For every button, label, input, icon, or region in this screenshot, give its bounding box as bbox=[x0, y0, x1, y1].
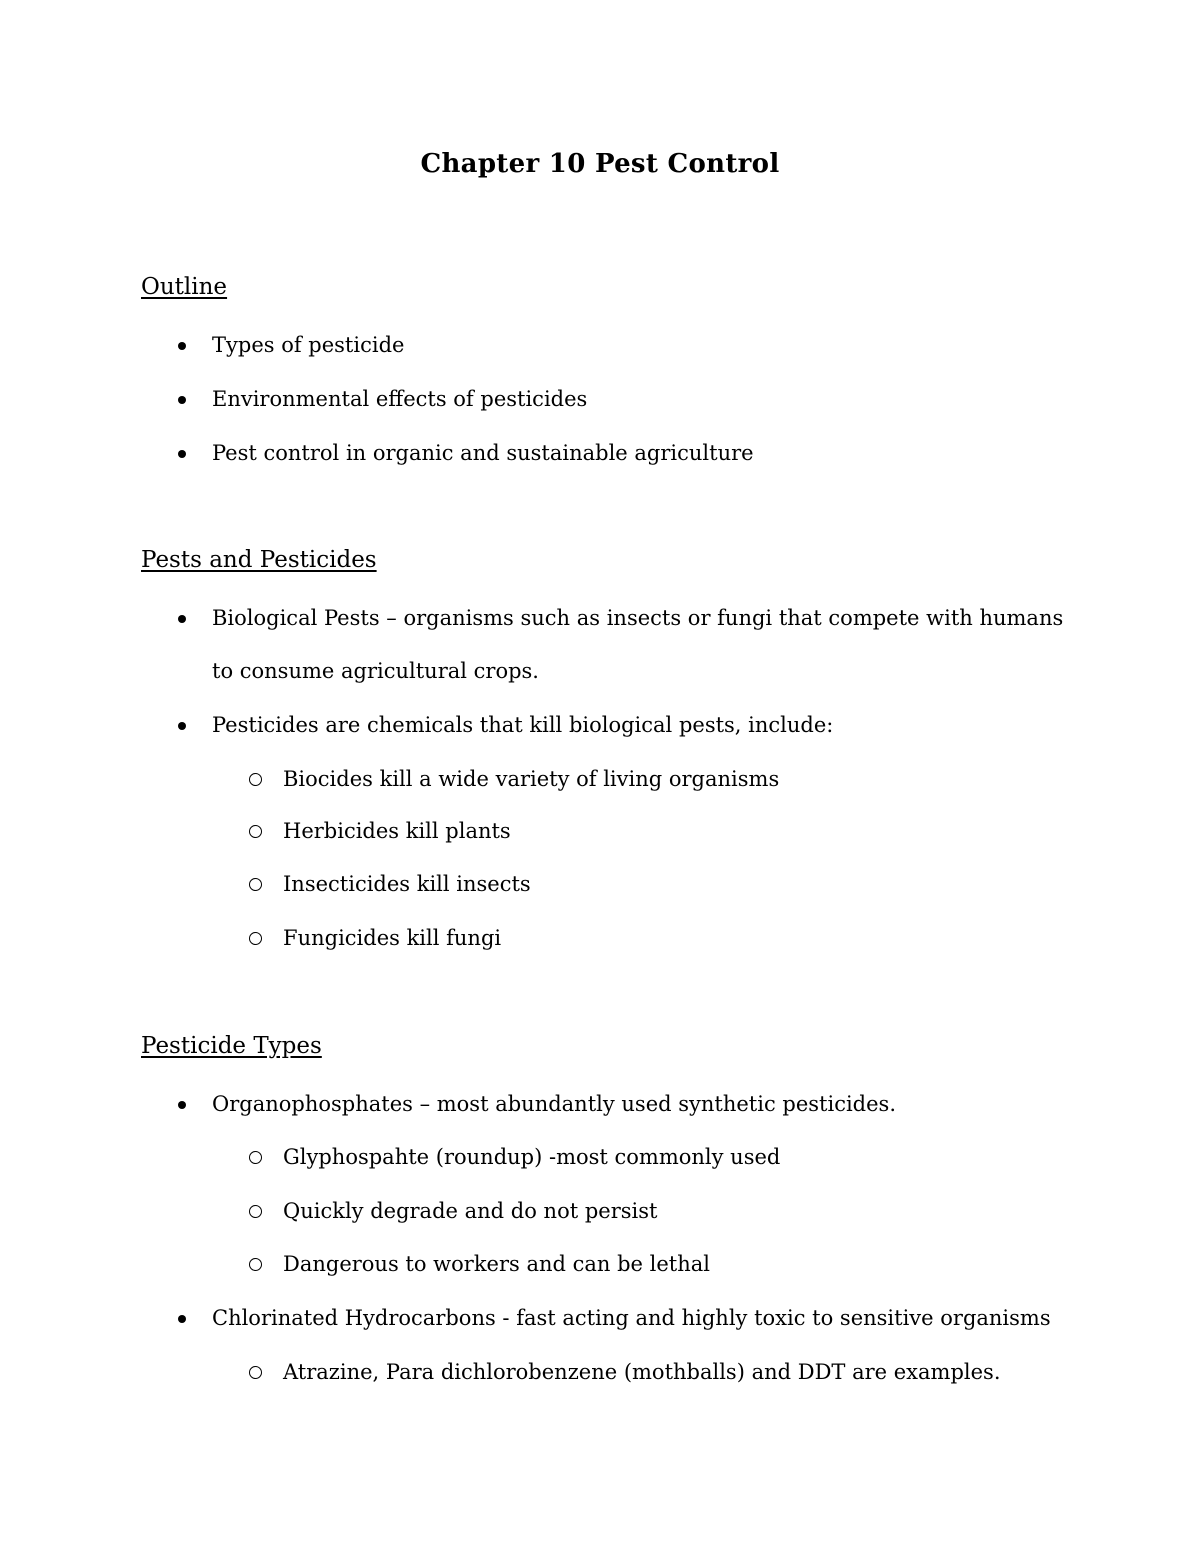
page-title: Chapter 10 Pest Control bbox=[420, 149, 780, 179]
bullet-circle-icon bbox=[249, 1366, 262, 1379]
list-item: Environmental effects of pesticides bbox=[212, 387, 588, 411]
list-item: Pesticides are chemicals that kill biological pests, include: bbox=[212, 713, 834, 737]
bullet-dot-icon bbox=[178, 1315, 186, 1323]
bullet-circle-icon bbox=[249, 1258, 262, 1271]
bullet-dot-icon bbox=[178, 615, 186, 623]
bullet-circle-icon bbox=[249, 1151, 262, 1164]
bullet-circle-icon bbox=[249, 825, 262, 838]
bullet-dot-icon bbox=[178, 342, 186, 350]
sub-list-item: Dangerous to workers and can be lethal bbox=[283, 1252, 711, 1276]
bullet-circle-icon bbox=[249, 932, 262, 945]
sub-list-item: Herbicides kill plants bbox=[283, 819, 511, 843]
sub-list-item: Insecticides kill insects bbox=[283, 872, 531, 896]
section-heading-outline: Outline bbox=[141, 274, 228, 300]
list-item: Organophosphates – most abundantly used synthetic pesticides. bbox=[212, 1092, 896, 1116]
bullet-circle-icon bbox=[249, 773, 262, 786]
bullet-dot-icon bbox=[178, 722, 186, 730]
sub-list-item: Quickly degrade and do not persist bbox=[283, 1199, 658, 1223]
sub-list-item: Glyphospahte (roundup) -most commonly used bbox=[283, 1145, 781, 1169]
list-item-continuation: to consume agricultural crops. bbox=[212, 659, 539, 683]
section-heading-pesticide-types: Pesticide Types bbox=[141, 1033, 322, 1059]
bullet-dot-icon bbox=[178, 1101, 186, 1109]
bullet-circle-icon bbox=[249, 1205, 262, 1218]
bullet-circle-icon bbox=[249, 878, 262, 891]
sub-list-item: Fungicides kill fungi bbox=[283, 926, 502, 950]
list-item: Chlorinated Hydrocarbons - fast acting and highly toxic to sensitive organisms bbox=[212, 1306, 1051, 1330]
sub-list-item: Atrazine, Para dichlorobenzene (mothballs) and DDT are examples. bbox=[283, 1360, 1001, 1384]
sub-list-item: Biocides kill a wide variety of living organisms bbox=[283, 767, 780, 791]
section-heading-pests-and-pesticides: Pests and Pesticides bbox=[141, 547, 377, 573]
bullet-dot-icon bbox=[178, 396, 186, 404]
list-item: Biological Pests – organisms such as insects or fungi that compete with humans bbox=[212, 606, 1064, 630]
bullet-dot-icon bbox=[178, 450, 186, 458]
list-item: Types of pesticide bbox=[212, 333, 405, 357]
list-item: Pest control in organic and sustainable agriculture bbox=[212, 441, 754, 465]
